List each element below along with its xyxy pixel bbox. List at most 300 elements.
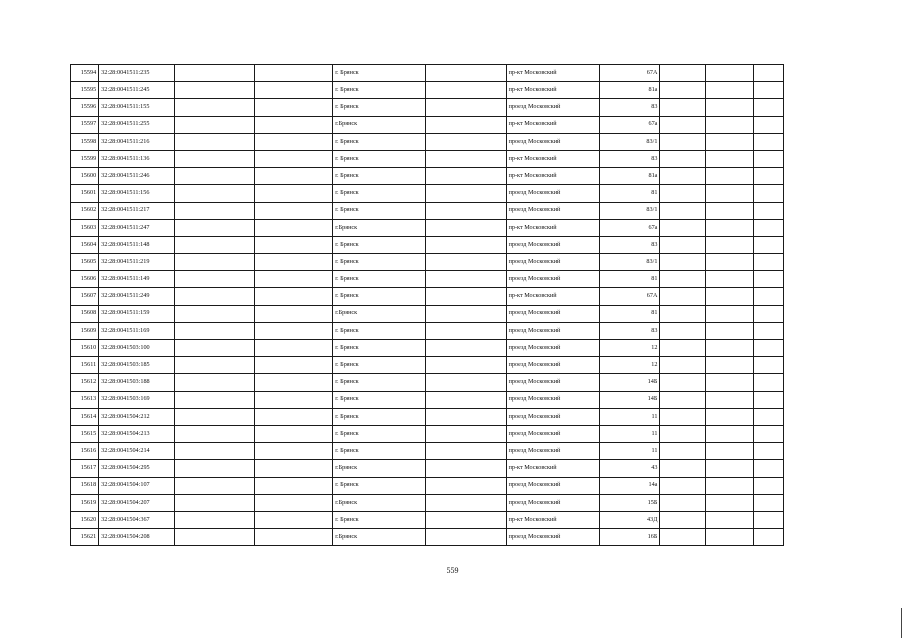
cadastral-number-cell: 32:28:0041511:217 xyxy=(99,202,175,219)
street-cell: проезд Московский xyxy=(506,322,599,339)
city-cell: г. Брянск xyxy=(333,185,426,202)
house-number-cell: 67а xyxy=(599,116,660,133)
empty-cell xyxy=(705,219,753,236)
empty-cell xyxy=(426,65,506,82)
street-cell: проезд Московский xyxy=(506,391,599,408)
cadastral-number-cell: 32:28:0041511:136 xyxy=(99,150,175,167)
empty-cell xyxy=(255,408,333,425)
street-cell: проезд Московский xyxy=(506,443,599,460)
empty-cell xyxy=(705,322,753,339)
city-cell: г. Брянск xyxy=(333,271,426,288)
cadastral-number-cell: 32:28:0041511:156 xyxy=(99,185,175,202)
cadastral-number-cell: 32:28:0041511:155 xyxy=(99,99,175,116)
table-row xyxy=(71,391,784,408)
table-row xyxy=(71,374,784,391)
table-row xyxy=(71,116,784,133)
row-number-cell: 15594 xyxy=(71,65,99,82)
row-number-cell: 15621 xyxy=(71,529,99,546)
city-cell: г. Брянск xyxy=(333,340,426,357)
house-number-cell: 43Д xyxy=(599,511,660,528)
row-number-cell: 15619 xyxy=(71,494,99,511)
house-number-cell: 11 xyxy=(599,408,660,425)
empty-cell xyxy=(753,494,783,511)
empty-cell xyxy=(753,202,783,219)
empty-cell xyxy=(705,374,753,391)
empty-cell xyxy=(175,340,255,357)
empty-cell xyxy=(255,357,333,374)
row-number-cell: 15597 xyxy=(71,116,99,133)
row-number-cell: 15612 xyxy=(71,374,99,391)
empty-cell xyxy=(705,168,753,185)
registry-table xyxy=(70,64,784,546)
empty-cell xyxy=(175,168,255,185)
house-number-cell: 11 xyxy=(599,425,660,442)
empty-cell xyxy=(705,443,753,460)
empty-cell xyxy=(753,271,783,288)
cadastral-number-cell: 32:28:0041511:255 xyxy=(99,116,175,133)
registry-table-body xyxy=(71,65,784,546)
cadastral-number-cell: 32:28:0041503:188 xyxy=(99,374,175,391)
empty-cell xyxy=(753,150,783,167)
table-row xyxy=(71,236,784,253)
empty-cell xyxy=(705,65,753,82)
empty-cell xyxy=(426,460,506,477)
house-number-cell: 81а xyxy=(599,168,660,185)
house-number-cell: 16Б xyxy=(599,529,660,546)
table-row xyxy=(71,340,784,357)
empty-cell xyxy=(426,511,506,528)
house-number-cell: 14а xyxy=(599,477,660,494)
empty-cell xyxy=(426,477,506,494)
empty-cell xyxy=(255,443,333,460)
empty-cell xyxy=(660,322,706,339)
empty-cell xyxy=(660,185,706,202)
street-cell: пр-кт Московский xyxy=(506,150,599,167)
empty-cell xyxy=(175,322,255,339)
empty-cell xyxy=(255,133,333,150)
city-cell: г.Брянск xyxy=(333,529,426,546)
empty-cell xyxy=(426,357,506,374)
house-number-cell: 15Б xyxy=(599,494,660,511)
row-number-cell: 15598 xyxy=(71,133,99,150)
empty-cell xyxy=(705,82,753,99)
house-number-cell: 83/1 xyxy=(599,202,660,219)
empty-cell xyxy=(175,219,255,236)
empty-cell xyxy=(753,133,783,150)
empty-cell xyxy=(255,529,333,546)
row-number-cell: 15618 xyxy=(71,477,99,494)
empty-cell xyxy=(255,219,333,236)
house-number-cell: 83/1 xyxy=(599,133,660,150)
empty-cell xyxy=(753,374,783,391)
table-row xyxy=(71,99,784,116)
empty-cell xyxy=(660,443,706,460)
street-cell: проезд Московский xyxy=(506,254,599,271)
empty-cell xyxy=(255,305,333,322)
empty-cell xyxy=(426,133,506,150)
row-number-cell: 15606 xyxy=(71,271,99,288)
empty-cell xyxy=(175,65,255,82)
cadastral-number-cell: 32:28:0041503:169 xyxy=(99,391,175,408)
empty-cell xyxy=(426,425,506,442)
empty-cell xyxy=(175,99,255,116)
cadastral-number-cell: 32:28:0041504:214 xyxy=(99,443,175,460)
empty-cell xyxy=(660,116,706,133)
empty-cell xyxy=(660,477,706,494)
cadastral-number-cell: 32:28:0041511:245 xyxy=(99,82,175,99)
table-row xyxy=(71,425,784,442)
empty-cell xyxy=(660,82,706,99)
table-row xyxy=(71,460,784,477)
empty-cell xyxy=(753,288,783,305)
empty-cell xyxy=(705,133,753,150)
empty-cell xyxy=(175,185,255,202)
empty-cell xyxy=(426,116,506,133)
house-number-cell: 43 xyxy=(599,460,660,477)
street-cell: проезд Московский xyxy=(506,99,599,116)
house-number-cell: 83 xyxy=(599,322,660,339)
empty-cell xyxy=(426,529,506,546)
empty-cell xyxy=(660,271,706,288)
empty-cell xyxy=(705,425,753,442)
empty-cell xyxy=(255,65,333,82)
empty-cell xyxy=(705,494,753,511)
row-number-cell: 15616 xyxy=(71,443,99,460)
house-number-cell: 14Б xyxy=(599,374,660,391)
empty-cell xyxy=(426,99,506,116)
empty-cell xyxy=(255,116,333,133)
empty-cell xyxy=(753,305,783,322)
table-row xyxy=(71,168,784,185)
table-row xyxy=(71,150,784,167)
table-row xyxy=(71,443,784,460)
empty-cell xyxy=(175,254,255,271)
empty-cell xyxy=(426,391,506,408)
empty-cell xyxy=(753,99,783,116)
empty-cell xyxy=(660,511,706,528)
empty-cell xyxy=(753,254,783,271)
cadastral-number-cell: 32:28:0041511:159 xyxy=(99,305,175,322)
table-row xyxy=(71,494,784,511)
city-cell: г. Брянск xyxy=(333,150,426,167)
empty-cell xyxy=(175,425,255,442)
empty-cell xyxy=(175,236,255,253)
empty-cell xyxy=(255,460,333,477)
street-cell: проезд Московский xyxy=(506,477,599,494)
empty-cell xyxy=(660,236,706,253)
table-row xyxy=(71,305,784,322)
empty-cell xyxy=(175,460,255,477)
empty-cell xyxy=(753,116,783,133)
empty-cell xyxy=(660,99,706,116)
empty-cell xyxy=(426,271,506,288)
empty-cell xyxy=(255,271,333,288)
row-number-cell: 15610 xyxy=(71,340,99,357)
empty-cell xyxy=(175,202,255,219)
empty-cell xyxy=(660,374,706,391)
empty-cell xyxy=(426,168,506,185)
table-row xyxy=(71,288,784,305)
house-number-cell: 11 xyxy=(599,443,660,460)
empty-cell xyxy=(753,511,783,528)
table-row xyxy=(71,254,784,271)
empty-cell xyxy=(753,408,783,425)
table-row xyxy=(71,408,784,425)
empty-cell xyxy=(753,460,783,477)
empty-cell xyxy=(705,185,753,202)
empty-cell xyxy=(705,529,753,546)
empty-cell xyxy=(175,357,255,374)
street-cell: пр-кт Московский xyxy=(506,288,599,305)
empty-cell xyxy=(175,116,255,133)
empty-cell xyxy=(753,340,783,357)
row-number-cell: 15617 xyxy=(71,460,99,477)
empty-cell xyxy=(175,511,255,528)
empty-cell xyxy=(426,322,506,339)
cadastral-number-cell: 32:28:0041511:169 xyxy=(99,322,175,339)
empty-cell xyxy=(753,236,783,253)
empty-cell xyxy=(753,529,783,546)
empty-cell xyxy=(426,150,506,167)
empty-cell xyxy=(705,254,753,271)
row-number-cell: 15602 xyxy=(71,202,99,219)
city-cell: г. Брянск xyxy=(333,425,426,442)
row-number-cell: 15608 xyxy=(71,305,99,322)
empty-cell xyxy=(753,357,783,374)
empty-cell xyxy=(255,477,333,494)
empty-cell xyxy=(255,150,333,167)
row-number-cell: 15600 xyxy=(71,168,99,185)
house-number-cell: 67А xyxy=(599,288,660,305)
cadastral-number-cell: 32:28:0041504:213 xyxy=(99,425,175,442)
city-cell: г.Брянск xyxy=(333,494,426,511)
city-cell: г.Брянск xyxy=(333,219,426,236)
empty-cell xyxy=(175,271,255,288)
empty-cell xyxy=(753,391,783,408)
empty-cell xyxy=(255,494,333,511)
city-cell: г. Брянск xyxy=(333,357,426,374)
row-number-cell: 15611 xyxy=(71,357,99,374)
city-cell: г. Брянск xyxy=(333,374,426,391)
street-cell: проезд Московский xyxy=(506,494,599,511)
empty-cell xyxy=(705,236,753,253)
empty-cell xyxy=(753,65,783,82)
empty-cell xyxy=(705,340,753,357)
table-row xyxy=(71,185,784,202)
street-cell: пр-кт Московский xyxy=(506,460,599,477)
city-cell: г. Брянск xyxy=(333,322,426,339)
empty-cell xyxy=(175,408,255,425)
city-cell: г.Брянск xyxy=(333,305,426,322)
street-cell: пр-кт Московский xyxy=(506,82,599,99)
empty-cell xyxy=(426,82,506,99)
empty-cell xyxy=(175,477,255,494)
city-cell: г. Брянск xyxy=(333,202,426,219)
street-cell: пр-кт Московский xyxy=(506,168,599,185)
empty-cell xyxy=(426,374,506,391)
table-row xyxy=(71,529,784,546)
house-number-cell: 81 xyxy=(599,271,660,288)
row-number-cell: 15620 xyxy=(71,511,99,528)
empty-cell xyxy=(426,202,506,219)
city-cell: г. Брянск xyxy=(333,65,426,82)
cadastral-number-cell: 32:28:0041504:207 xyxy=(99,494,175,511)
row-number-cell: 15601 xyxy=(71,185,99,202)
city-cell: г.Брянск xyxy=(333,116,426,133)
empty-cell xyxy=(660,460,706,477)
house-number-cell: 12 xyxy=(599,340,660,357)
row-number-cell: 15609 xyxy=(71,322,99,339)
empty-cell xyxy=(660,529,706,546)
empty-cell xyxy=(426,219,506,236)
empty-cell xyxy=(175,133,255,150)
city-cell: г. Брянск xyxy=(333,408,426,425)
empty-cell xyxy=(753,322,783,339)
empty-cell xyxy=(255,99,333,116)
empty-cell xyxy=(660,133,706,150)
empty-cell xyxy=(426,305,506,322)
house-number-cell: 12 xyxy=(599,357,660,374)
empty-cell xyxy=(660,202,706,219)
empty-cell xyxy=(660,254,706,271)
empty-cell xyxy=(660,168,706,185)
empty-cell xyxy=(660,150,706,167)
house-number-cell: 14Б xyxy=(599,391,660,408)
table-row xyxy=(71,219,784,236)
empty-cell xyxy=(705,460,753,477)
empty-cell xyxy=(660,340,706,357)
city-cell: г. Брянск xyxy=(333,133,426,150)
empty-cell xyxy=(753,219,783,236)
empty-cell xyxy=(426,288,506,305)
empty-cell xyxy=(660,288,706,305)
empty-cell xyxy=(753,168,783,185)
empty-cell xyxy=(705,202,753,219)
city-cell: г. Брянск xyxy=(333,236,426,253)
table-row xyxy=(71,477,784,494)
street-cell: проезд Московский xyxy=(506,529,599,546)
cadastral-number-cell: 32:28:0041511:148 xyxy=(99,236,175,253)
empty-cell xyxy=(660,391,706,408)
table-row xyxy=(71,511,784,528)
empty-cell xyxy=(753,425,783,442)
city-cell: г.Брянск xyxy=(333,460,426,477)
cadastral-number-cell: 32:28:0041511:149 xyxy=(99,271,175,288)
empty-cell xyxy=(255,322,333,339)
house-number-cell: 67а xyxy=(599,219,660,236)
empty-cell xyxy=(175,150,255,167)
row-number-cell: 15605 xyxy=(71,254,99,271)
house-number-cell: 81а xyxy=(599,82,660,99)
city-cell: г. Брянск xyxy=(333,168,426,185)
street-cell: пр-кт Московский xyxy=(506,511,599,528)
city-cell: г. Брянск xyxy=(333,99,426,116)
row-number-cell: 15607 xyxy=(71,288,99,305)
street-cell: проезд Московский xyxy=(506,305,599,322)
street-cell: проезд Московский xyxy=(506,408,599,425)
cadastral-number-cell: 32:28:0041511:235 xyxy=(99,65,175,82)
empty-cell xyxy=(255,82,333,99)
cadastral-number-cell: 32:28:0041504:208 xyxy=(99,529,175,546)
empty-cell xyxy=(175,391,255,408)
table-row xyxy=(71,133,784,150)
empty-cell xyxy=(426,236,506,253)
empty-cell xyxy=(255,202,333,219)
empty-cell xyxy=(660,408,706,425)
street-cell: проезд Московский xyxy=(506,425,599,442)
empty-cell xyxy=(660,425,706,442)
empty-cell xyxy=(705,408,753,425)
empty-cell xyxy=(175,288,255,305)
house-number-cell: 83 xyxy=(599,236,660,253)
empty-cell xyxy=(705,305,753,322)
cadastral-number-cell: 32:28:0041504:295 xyxy=(99,460,175,477)
empty-cell xyxy=(175,443,255,460)
cadastral-number-cell: 32:28:0041504:367 xyxy=(99,511,175,528)
cadastral-number-cell: 32:28:0041511:246 xyxy=(99,168,175,185)
cadastral-number-cell: 32:28:0041511:247 xyxy=(99,219,175,236)
empty-cell xyxy=(705,271,753,288)
empty-cell xyxy=(753,477,783,494)
row-number-cell: 15614 xyxy=(71,408,99,425)
empty-cell xyxy=(255,374,333,391)
row-number-cell: 15604 xyxy=(71,236,99,253)
city-cell: г. Брянск xyxy=(333,443,426,460)
empty-cell xyxy=(255,391,333,408)
row-number-cell: 15596 xyxy=(71,99,99,116)
page-number: 559 xyxy=(446,566,459,575)
empty-cell xyxy=(426,340,506,357)
street-cell: проезд Московский xyxy=(506,340,599,357)
empty-cell xyxy=(255,425,333,442)
street-cell: пр-кт Московский xyxy=(506,116,599,133)
empty-cell xyxy=(175,529,255,546)
row-number-cell: 15615 xyxy=(71,425,99,442)
street-cell: проезд Московский xyxy=(506,357,599,374)
row-number-cell: 15595 xyxy=(71,82,99,99)
empty-cell xyxy=(753,443,783,460)
cadastral-number-cell: 32:28:0041503:185 xyxy=(99,357,175,374)
city-cell: г. Брянск xyxy=(333,288,426,305)
house-number-cell: 83 xyxy=(599,99,660,116)
empty-cell xyxy=(705,99,753,116)
empty-cell xyxy=(426,254,506,271)
street-cell: пр-кт Московский xyxy=(506,65,599,82)
empty-cell xyxy=(660,494,706,511)
street-cell: проезд Московский xyxy=(506,374,599,391)
empty-cell xyxy=(705,357,753,374)
cadastral-number-cell: 32:28:0041511:249 xyxy=(99,288,175,305)
house-number-cell: 83 xyxy=(599,150,660,167)
empty-cell xyxy=(255,511,333,528)
empty-cell xyxy=(705,150,753,167)
table-row xyxy=(71,271,784,288)
cadastral-number-cell: 32:28:0041504:107 xyxy=(99,477,175,494)
row-number-cell: 15599 xyxy=(71,150,99,167)
house-number-cell: 81 xyxy=(599,185,660,202)
street-cell: проезд Московский xyxy=(506,185,599,202)
empty-cell xyxy=(705,477,753,494)
empty-cell xyxy=(426,494,506,511)
empty-cell xyxy=(255,254,333,271)
city-cell: г. Брянск xyxy=(333,391,426,408)
street-cell: проезд Московский xyxy=(506,202,599,219)
city-cell: г. Брянск xyxy=(333,254,426,271)
table-row xyxy=(71,65,784,82)
empty-cell xyxy=(705,391,753,408)
table-row xyxy=(71,357,784,374)
empty-cell xyxy=(753,185,783,202)
